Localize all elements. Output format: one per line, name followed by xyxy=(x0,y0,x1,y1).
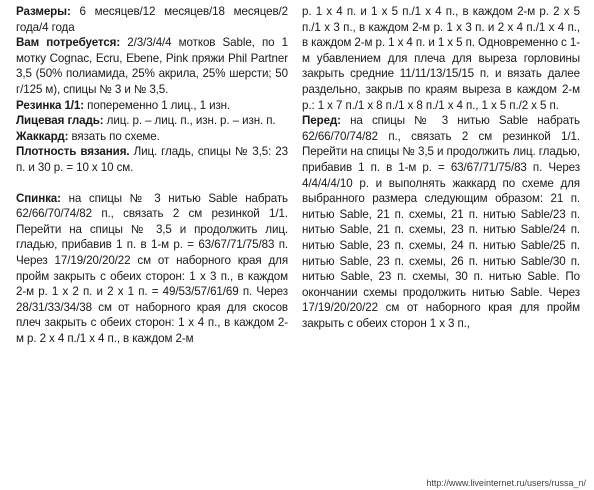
front-paragraph xyxy=(302,113,580,331)
rib-paragraph xyxy=(16,98,288,114)
back-heading: Спинка: xyxy=(16,191,61,205)
stockinette-heading: Лицевая гладь: xyxy=(16,114,104,128)
gauge-heading: Плотность вязания. xyxy=(16,145,130,159)
gauge-text: Лиц. гладь, спицы № 3,5: 23 п. и 30 р. = 10 х 10 см. xyxy=(16,145,288,174)
front-text: на спицы № 3 нитью Sable набрать 62/66/70/74/82 п., связать 2 см резинкой 1/1. Перейти на спицы № 3,5 и продолжить лиц. гладью, прибавив 1 п. в 1-м р. = 63/67/71/75/83 п. Через 4/4/4/4/10 р. и выполнять жаккард по схеме для выбранного размера следующим образом: 21 п. нитью Sable, 21 п. схемы, 21 п. нитью Sable/23 п. нитью Sable, 21 п. схемы, 23 п. нитью Sable/24 п. нитью Sable, 23 п. схемы, 24 п. нитью Sable/25 п. нитью Sable, 23 п. схемы, 26 п. нитью Sable/30 п. нитью Sable, 23 п. схемы, 30 п. нитью Sable. По окончании схемы продолжить нитью Sable. Через 17/19/20/20/22 см от наборного края для пройм закрыть с обеих сторон 1 х 3 п., xyxy=(302,114,580,330)
stockinette-text: лиц. р. – лиц. п., изн. р. – изн. п. xyxy=(106,114,276,128)
jacquard-paragraph xyxy=(16,129,288,145)
jacquard-text: вязать по схеме. xyxy=(71,129,160,143)
back-continued-paragraph xyxy=(302,4,580,113)
sizes-text: 6 месяцев/12 месяцев/18 месяцев/2 года/4 года xyxy=(16,5,289,34)
source-watermark: http://www.liveinternet.ru/users/russa_n/ xyxy=(426,478,586,488)
gauge-paragraph xyxy=(16,144,288,175)
back-paragraph xyxy=(16,191,288,347)
back-continued-text: р. 1 х 4 п. и 1 х 5 п./1 х 4 п., в каждом 2-м р. 2 х 5 п./1 х 3 п., в каждом 2-м р. 1 х 3 п. и 2 х 4 п./1 х 4 п., в каждом 2-м р. 1 х 4 п. и 1 х 5 п. Одновременно с 1-м убавлением для плеча для выреза горловины закрыть средние 11/11/13/15/15 п. и вязать далее раздельно, закрыв по краям выреза в каждом 2-м р.: 1 х 7 п./1 х 8 п./1 х 8 п./1 х 4 п., 1 х 5 п./2 х 5 п. xyxy=(302,5,580,112)
materials-text: 2/3/3/4/4 мотков Sable, по 1 мотку Cognac, Ecru, Ebene, Pink пряжи Phil Partner 3,5 (50% полиамида, 25% акрила, 25% шерсти; 50 г/125 м), спицы № 3 и № 3,5. xyxy=(16,36,288,96)
front-heading: Перед: xyxy=(302,114,341,128)
sizes-heading: Размеры: xyxy=(16,5,71,18)
sizes-paragraph xyxy=(16,4,288,35)
rib-text: попеременно 1 лиц., 1 изн. xyxy=(87,98,231,112)
materials-paragraph xyxy=(16,35,288,97)
stockinette-paragraph xyxy=(16,113,288,129)
right-column xyxy=(302,4,580,490)
rib-heading: Резинка 1/1: xyxy=(16,98,85,112)
jacquard-heading: Жаккард: xyxy=(16,129,69,143)
materials-heading: Вам потребуется: xyxy=(16,36,121,50)
left-column xyxy=(16,4,288,490)
back-text: на спицы № 3 нитью Sable набрать 62/66/70/74/82 п., связать 2 см резинкой 1/1. Перейти на спицы № 3,5 и продолжить лиц. гладью, прибавив 1 п. в 1-м р. = 63/67/71/75/83 п. Через 17/19/20/20/22 см от наборного края для пройм закрыть с обеих сторон: 1 х 3 п., в каждом 2-м р. 1 х 2 п. и 2 х 1 п. = 49/53/57/61/69 п. Через 28/31/33/34/38 см от наборного края для скосов плеч закрыть с обеих сторон: 1 х 4 п., в каждом 2-м р. 2 х 4 п./1 х 4 п., в каждом 2-м xyxy=(16,191,288,345)
